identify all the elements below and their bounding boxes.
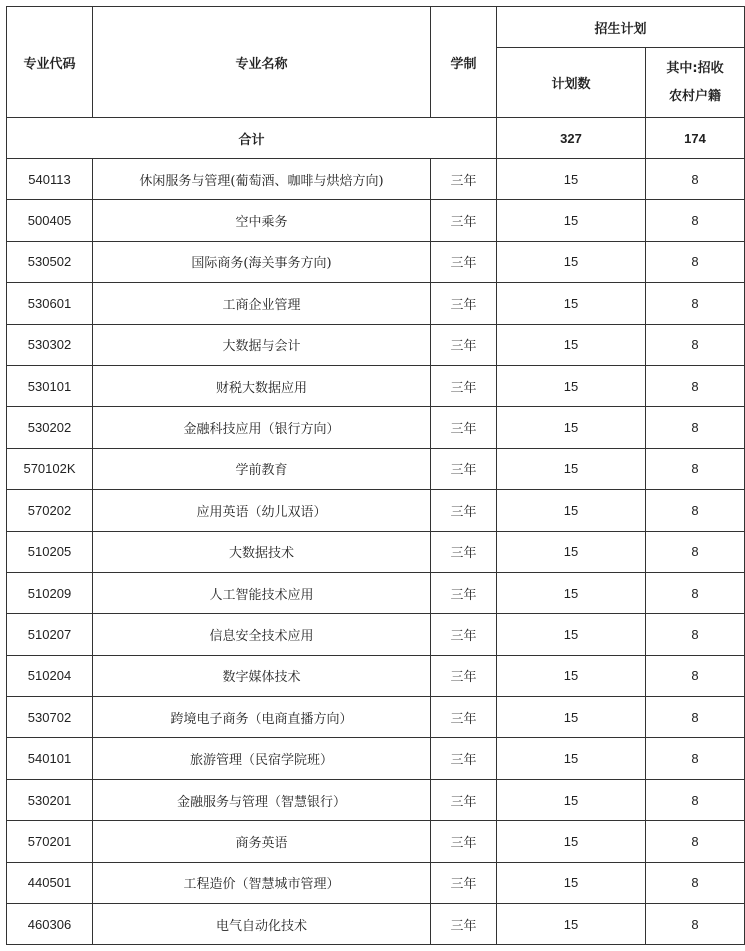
table-row: [7, 572, 745, 613]
plan-count-cell: 15: [497, 697, 646, 738]
duration-cell: 三年: [431, 655, 497, 696]
rural-quota-cell: 8: [646, 655, 745, 696]
table-row: [7, 365, 745, 406]
major-code-cell: 530502: [7, 241, 93, 282]
duration-cell: 三年: [431, 200, 497, 241]
table-row: [7, 738, 745, 779]
duration-cell: 三年: [431, 159, 497, 200]
rural-quota-cell: 8: [646, 159, 745, 200]
major-name-cell: 工商企业管理: [93, 283, 431, 324]
major-code-cell: 570102K: [7, 448, 93, 489]
table-row: [7, 241, 745, 282]
major-name-cell: 学前教育: [93, 448, 431, 489]
major-name-cell: 电气自动化技术: [93, 904, 431, 945]
header-plan-count: 计划数: [497, 48, 646, 118]
header-major-name: 专业名称: [93, 7, 431, 118]
plan-count-cell: 15: [497, 531, 646, 572]
rural-quota-cell: 8: [646, 365, 745, 406]
duration-cell: 三年: [431, 821, 497, 862]
header-major-code: 专业代码: [7, 7, 93, 118]
major-name-cell: 商务英语: [93, 821, 431, 862]
plan-count-cell: 15: [497, 365, 646, 406]
rural-quota-cell: 8: [646, 407, 745, 448]
duration-cell: 三年: [431, 448, 497, 489]
table-row: [7, 821, 745, 862]
plan-count-cell: 15: [497, 738, 646, 779]
duration-cell: 三年: [431, 904, 497, 945]
major-code-cell: 510205: [7, 531, 93, 572]
plan-count-cell: 15: [497, 407, 646, 448]
major-code-cell: 540113: [7, 159, 93, 200]
table-row: [7, 531, 745, 572]
rural-quota-cell: 8: [646, 448, 745, 489]
rural-quota-cell: 8: [646, 779, 745, 820]
duration-cell: 三年: [431, 697, 497, 738]
table-row: [7, 490, 745, 531]
plan-count-cell: 15: [497, 904, 646, 945]
plan-count-cell: 15: [497, 159, 646, 200]
duration-cell: 三年: [431, 614, 497, 655]
major-code-cell: 530101: [7, 365, 93, 406]
major-name-cell: 工程造价（智慧城市管理）: [93, 862, 431, 903]
major-name-cell: 大数据与会计: [93, 324, 431, 365]
plan-count-cell: 15: [497, 779, 646, 820]
plan-count-cell: 15: [497, 448, 646, 489]
table-row: [7, 407, 745, 448]
major-code-cell: 510209: [7, 572, 93, 613]
duration-cell: 三年: [431, 862, 497, 903]
table-row: [7, 324, 745, 365]
major-code-cell: 530702: [7, 697, 93, 738]
rural-quota-cell: 8: [646, 200, 745, 241]
rural-quota-cell: 8: [646, 862, 745, 903]
rural-quota-cell: 8: [646, 904, 745, 945]
major-code-cell: 510204: [7, 655, 93, 696]
table-row: [7, 614, 745, 655]
table-row: [7, 655, 745, 696]
plan-count-cell: 15: [497, 283, 646, 324]
duration-cell: 三年: [431, 407, 497, 448]
major-name-cell: 空中乘务: [93, 200, 431, 241]
duration-cell: 三年: [431, 490, 497, 531]
duration-cell: 三年: [431, 738, 497, 779]
plan-count-cell: 15: [497, 490, 646, 531]
total-label: 合计: [7, 118, 497, 159]
table-row: [7, 159, 745, 200]
major-name-cell: 休闲服务与管理(葡萄酒、咖啡与烘焙方向): [93, 159, 431, 200]
major-code-cell: 500405: [7, 200, 93, 241]
rural-quota-cell: 8: [646, 821, 745, 862]
rural-quota-cell: 8: [646, 738, 745, 779]
plan-count-cell: 15: [497, 862, 646, 903]
plan-count-cell: 15: [497, 655, 646, 696]
major-name-cell: 金融科技应用（银行方向）: [93, 407, 431, 448]
total-plan: 327: [497, 118, 646, 159]
plan-count-cell: 15: [497, 614, 646, 655]
header-row-1: [7, 7, 745, 48]
plan-count-cell: 15: [497, 241, 646, 282]
major-name-cell: 应用英语（幼儿双语）: [93, 490, 431, 531]
rural-quota-cell: 8: [646, 531, 745, 572]
major-code-cell: 570201: [7, 821, 93, 862]
plan-count-cell: 15: [497, 200, 646, 241]
enrollment-plan-table: [6, 6, 745, 945]
rural-quota-cell: 8: [646, 490, 745, 531]
table-row: [7, 862, 745, 903]
major-code-cell: 440501: [7, 862, 93, 903]
major-code-cell: 460306: [7, 904, 93, 945]
table-row: [7, 779, 745, 820]
major-name-cell: 旅游管理（民宿学院班）: [93, 738, 431, 779]
duration-cell: 三年: [431, 241, 497, 282]
rural-quota-cell: 8: [646, 572, 745, 613]
rural-quota-cell: 8: [646, 241, 745, 282]
duration-cell: 三年: [431, 283, 497, 324]
major-name-cell: 大数据技术: [93, 531, 431, 572]
duration-cell: 三年: [431, 779, 497, 820]
major-code-cell: 510207: [7, 614, 93, 655]
major-code-cell: 530302: [7, 324, 93, 365]
plan-count-cell: 15: [497, 324, 646, 365]
duration-cell: 三年: [431, 572, 497, 613]
duration-cell: 三年: [431, 365, 497, 406]
major-name-cell: 数字媒体技术: [93, 655, 431, 696]
header-rural-line1: 其中:招收: [666, 60, 724, 76]
duration-cell: 三年: [431, 531, 497, 572]
major-name-cell: 财税大数据应用: [93, 365, 431, 406]
table-row: [7, 904, 745, 945]
rural-quota-cell: 8: [646, 283, 745, 324]
major-code-cell: 540101: [7, 738, 93, 779]
major-name-cell: 人工智能技术应用: [93, 572, 431, 613]
header-enrollment-plan: 招生计划: [497, 7, 745, 48]
header-rural-line2: 农村户籍: [669, 88, 722, 104]
total-row: [7, 118, 745, 159]
header-duration: 学制: [431, 7, 497, 118]
rural-quota-cell: 8: [646, 614, 745, 655]
rural-quota-cell: 8: [646, 697, 745, 738]
plan-count-cell: 15: [497, 821, 646, 862]
major-name-cell: 金融服务与管理（智慧银行）: [93, 779, 431, 820]
major-code-cell: 530201: [7, 779, 93, 820]
total-rural: 174: [646, 118, 745, 159]
major-code-cell: 530601: [7, 283, 93, 324]
major-name-cell: 国际商务(海关事务方向): [93, 241, 431, 282]
major-code-cell: 530202: [7, 407, 93, 448]
table-row: [7, 697, 745, 738]
plan-count-cell: 15: [497, 572, 646, 613]
header-rural-quota: [646, 48, 745, 118]
major-name-cell: 跨境电子商务（电商直播方向）: [93, 697, 431, 738]
rural-quota-cell: 8: [646, 324, 745, 365]
table-row: [7, 200, 745, 241]
major-name-cell: 信息安全技术应用: [93, 614, 431, 655]
table-row: [7, 283, 745, 324]
table-row: [7, 448, 745, 489]
duration-cell: 三年: [431, 324, 497, 365]
major-code-cell: 570202: [7, 490, 93, 531]
